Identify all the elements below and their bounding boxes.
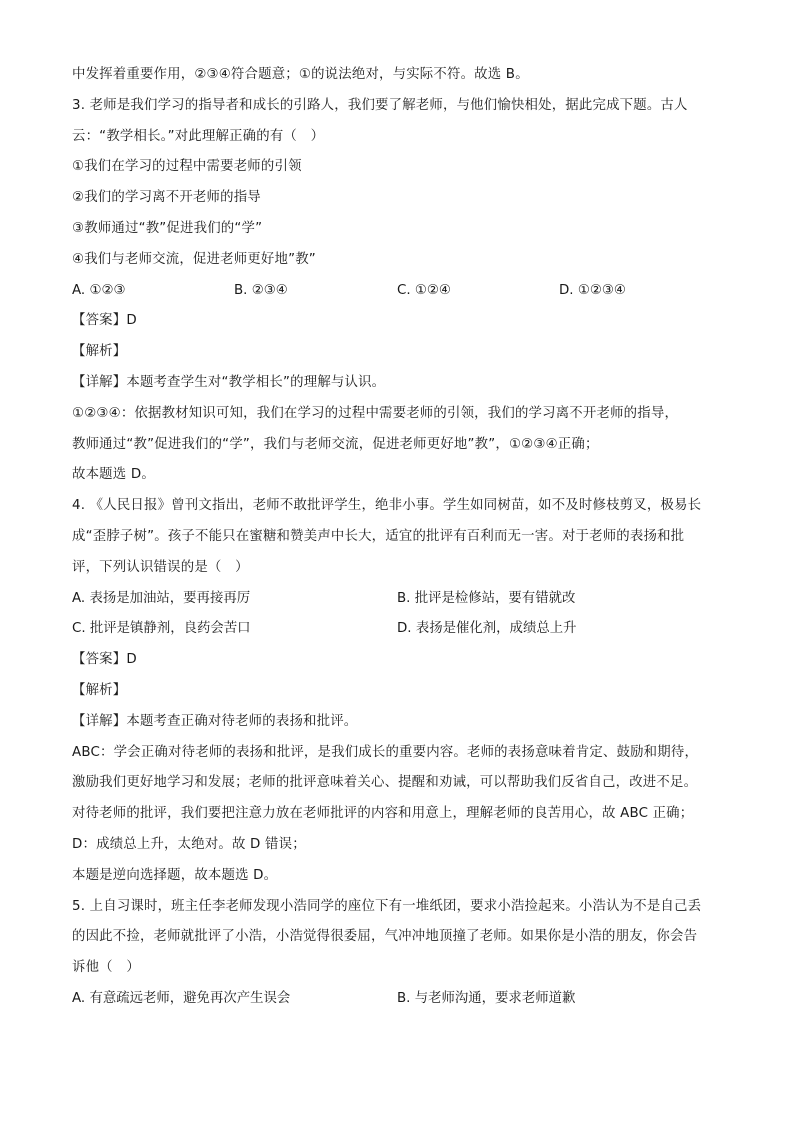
explanation-line: 【详解】本题考查学生对“教学相长”的理解与认识。 <box>72 374 386 390</box>
question-4-choices-row-1 <box>72 584 724 615</box>
analysis-label: 【解析】 <box>72 344 127 360</box>
text-line: 中发挥着重要作用，②③④符合题意；①的说法绝对，与实际不符。故选 B。 <box>72 67 529 82</box>
explanation-line: 教师通过“教”促进我们的“学”，我们与老师交流，促进老师更好地”教”，①②③④正确； <box>72 436 599 452</box>
question-4-stem: 4. 《人民日报》曾刊文指出，老师不敢批评学生，绝非小事。学生如同树苗，如不及时修枝剪叉，极易长 <box>72 498 702 514</box>
statement-1: ①我们在学习的过程中需要老师的引领 <box>72 159 302 175</box>
question-5-choices <box>72 984 724 1015</box>
statement-4: ④我们与老师交流，促进老师更好地”教” <box>72 251 316 267</box>
explanation-line: 故本题选 D。 <box>72 467 155 483</box>
question-3-stem: 3. 老师是我们学习的指导者和成长的引路人，我们要了解老师，与他们愉快相处，据此完成下题。古人 <box>72 97 688 113</box>
question-4-stem-cont: 评，下列认识错误的是（ ） <box>72 559 249 575</box>
question-3-choices <box>72 276 724 307</box>
explanation-line: ABC：学会正确对待老师的表扬和批评，是我们成长的重要内容。老师的表扬意味着肯定、鼓励和期待， <box>72 744 699 760</box>
question-4-choices-row-2 <box>72 614 724 645</box>
choice-a: A. ①②③ <box>72 282 126 298</box>
explanation-line: D：成绩总上升，太绝对。故 D 错误； <box>72 836 306 852</box>
choice-b: B. ②③④ <box>234 282 288 298</box>
choice-d: D. 表扬是催化剂，成绩总上升 <box>397 621 577 637</box>
choice-b: B. 与老师沟通，要求老师道歉 <box>397 990 576 1006</box>
explanation-line: 本题是逆向选择题，故本题选 D。 <box>72 867 278 883</box>
choice-b: B. 批评是检修站，要有错就改 <box>397 590 576 606</box>
question-5-stem-cont: 的因此不捡，老师就批评了小浩，小浩觉得很委屈，气冲冲地顶撞了老师。如果你是小浩的朋友，你会告 <box>72 929 698 945</box>
question-5-stem: 5. 上自习课时，班主任李老师发现小浩同学的座位下有一堆纸团，要求小浩捡起来。小浩认为不是自己丢 <box>72 898 702 914</box>
choice-a: A. 表扬是加油站，要再接再厉 <box>72 590 251 606</box>
analysis-label: 【解析】 <box>72 682 127 698</box>
explanation-line: 激励我们更好地学习和发展；老师的批评意味着关心、提醒和劝诫，可以帮助我们反省自己，改进不足。 <box>72 775 698 791</box>
question-5-stem-cont: 诉他（ ） <box>72 960 140 976</box>
choice-a: A. 有意疏远老师，避免再次产生误会 <box>72 990 291 1006</box>
choice-c: C. ①②④ <box>397 282 451 298</box>
explanation-line: 对待老师的批评，我们要把注意力放在老师批评的内容和用意上，理解老师的良苦用心，故 ABC 正确； <box>72 806 694 822</box>
question-3-stem-cont: 云：“教学相长。”对此理解正确的有（ ） <box>72 128 325 144</box>
statement-3: ③教师通过“教”促进我们的“学” <box>72 220 263 236</box>
choice-c: C. 批评是镇静剂，良药会苦口 <box>72 621 251 637</box>
answer-label: 【答案】D <box>72 313 137 329</box>
answer-label: 【答案】D <box>72 652 137 668</box>
statement-2: ②我们的学习离不开老师的指导 <box>72 190 261 206</box>
explanation-line: 【详解】本题考查正确对待老师的表扬和批评。 <box>72 713 358 729</box>
document-page <box>72 60 724 1015</box>
question-4-stem-cont: 成“歪脖子树”。孩子不能只在蜜糖和赞美声中长大，适宜的批评有百利而无一害。对于老师的表扬和批 <box>72 528 685 544</box>
explanation-line: ①②③④：依据教材知识可知，我们在学习的过程中需要老师的引领，我们的学习离不开老师的指导， <box>72 405 679 421</box>
choice-d: D. ①②③④ <box>559 282 626 298</box>
